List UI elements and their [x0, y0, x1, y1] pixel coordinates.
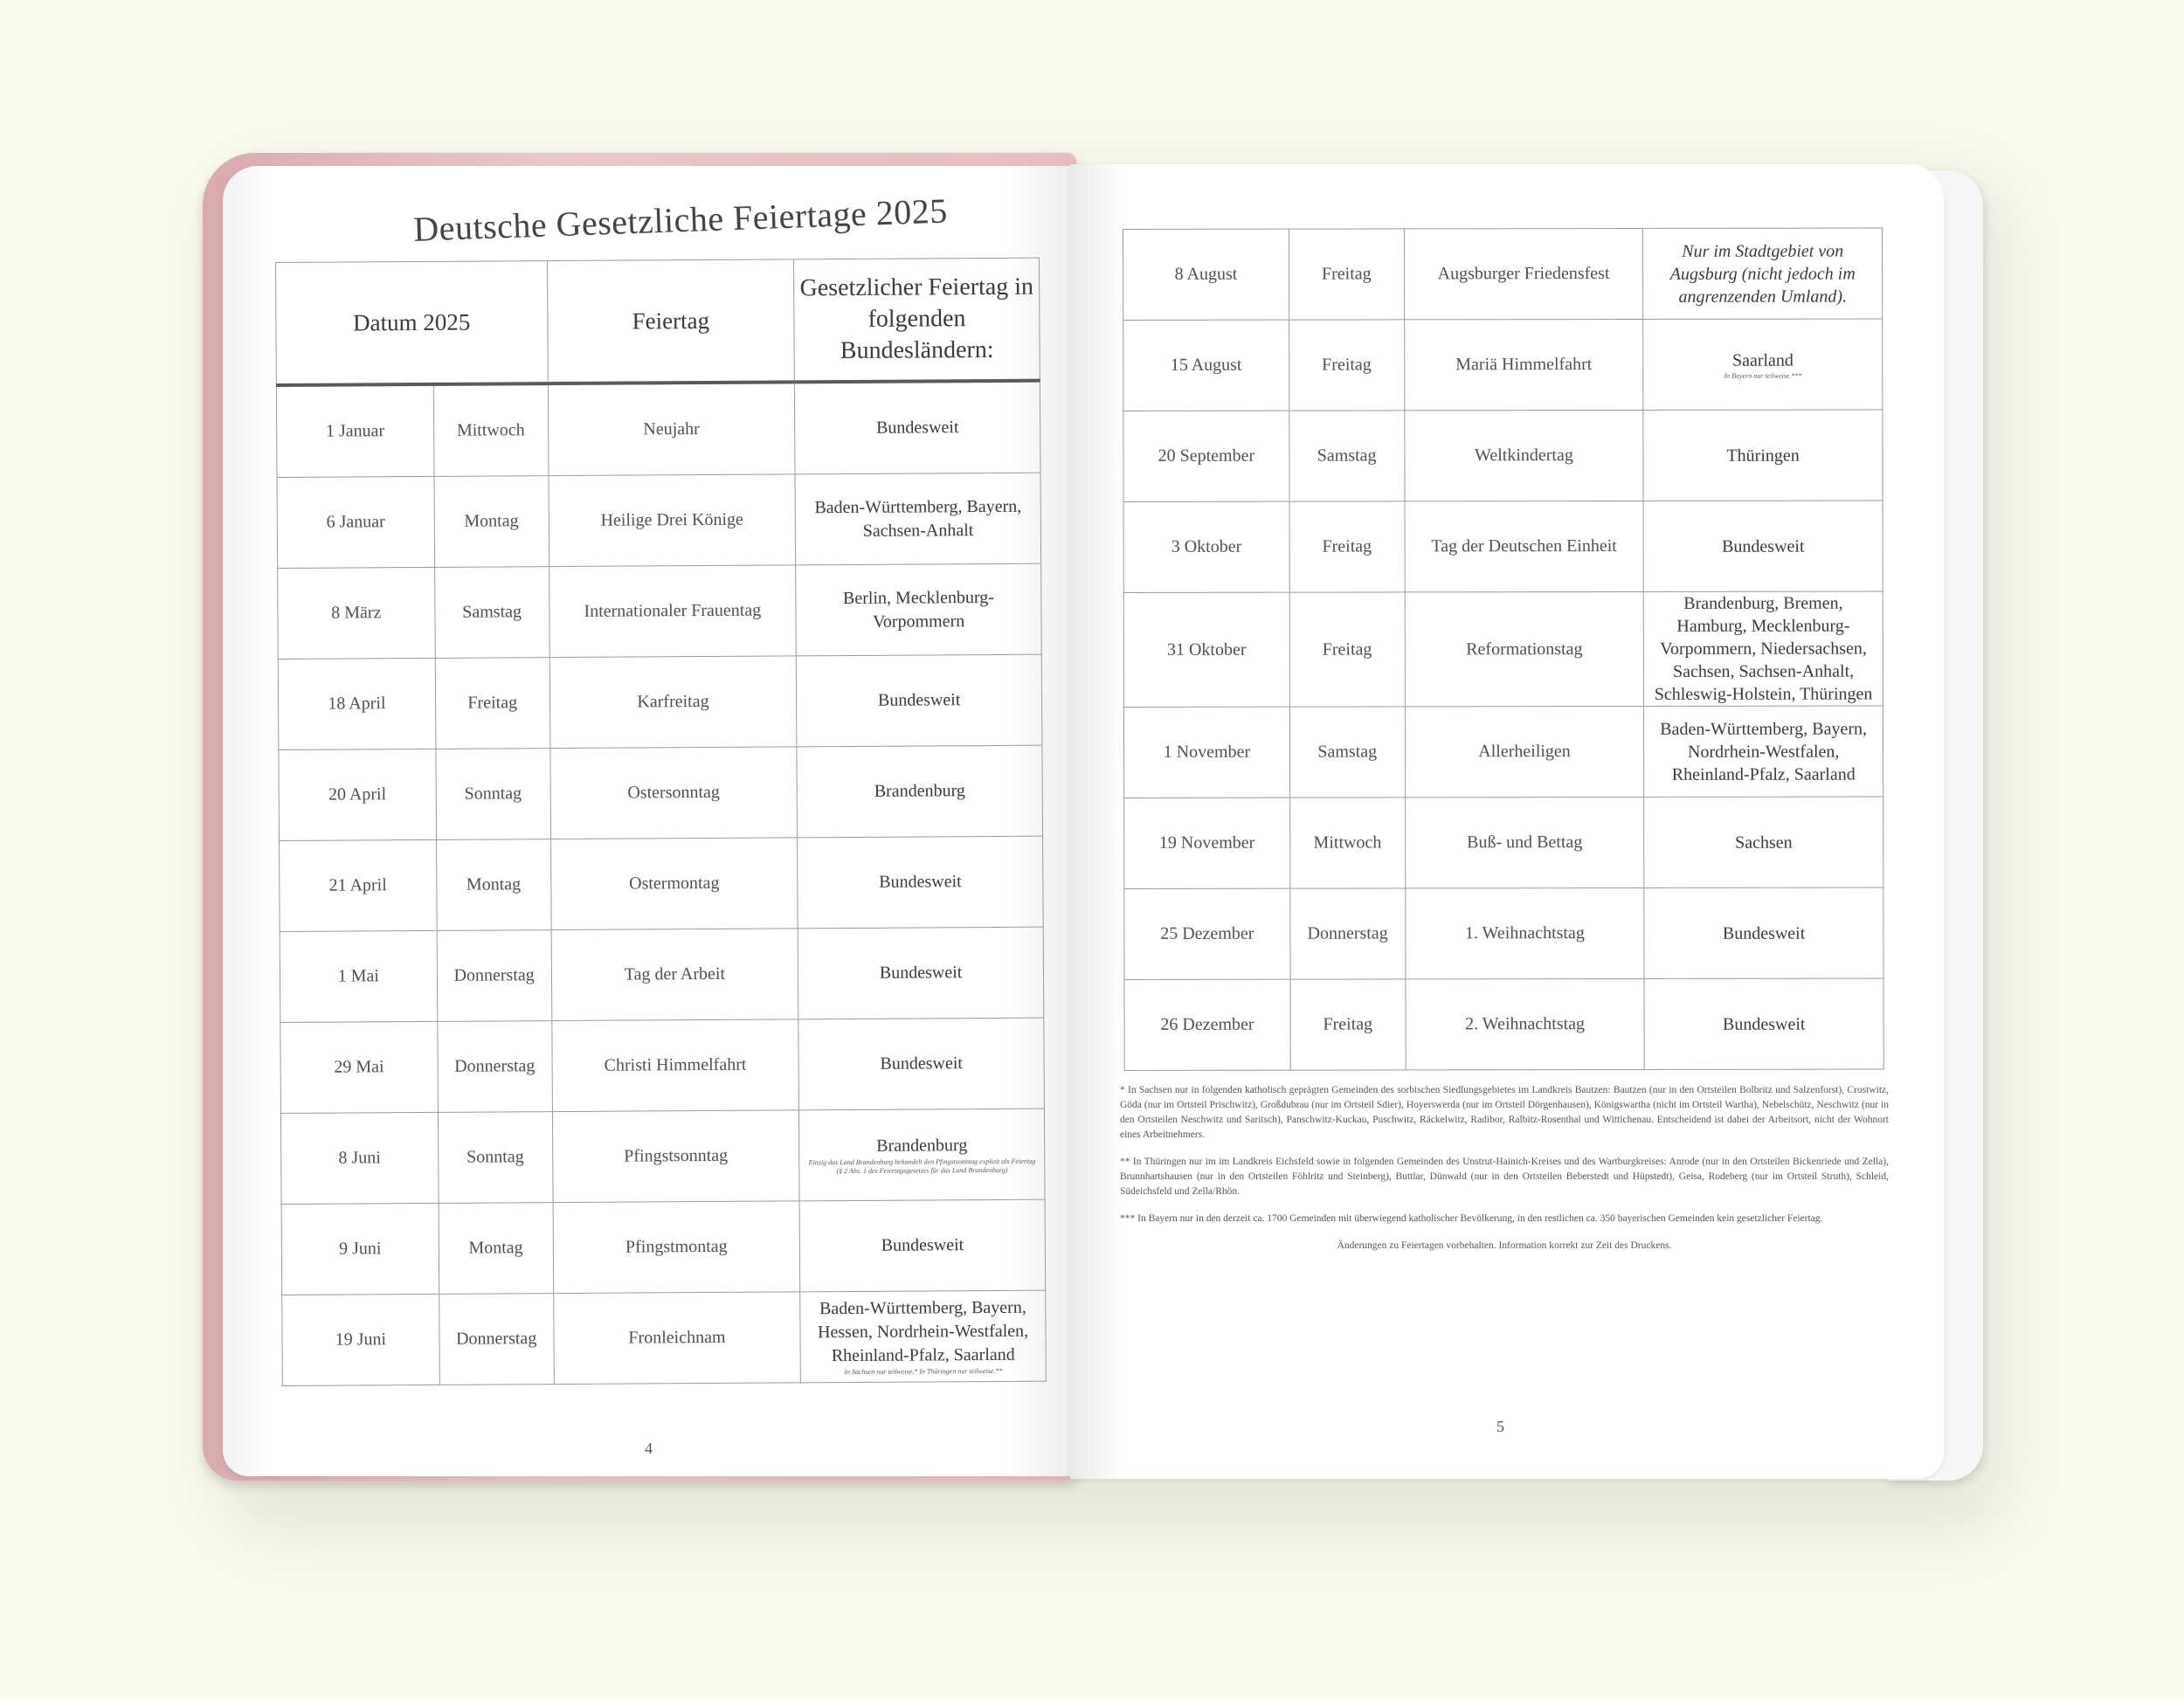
footnote-sachsen: * In Sachsen nur in folgenden katholisch geprägten Gemeinden des sorbischen Siedlungsgebietes im Landkreis Bautzen: Bautzen (nur in den Ortsteilen Bolbritz und Salzenforst), Crostwitz, Göda (nur im Ortsteil Prischwitz), Großdubrau (nur im Ortsteil Sdier), Hoyerswerda (nur im Ortsteil Dörgenhausen), Königswartha (nicht im Ortsteil Wartha), Nebelschütz, Neschwitz (nur in den Ortsteilen Neschwitz und Saritsch), Panschwitz-Kuckau, Puschwitz, Räckelwitz, Radibor, Ralbitz-Rosenthal und Wittichenau. Entscheidend ist dabei der Arbeitsort, nicht der Wohnort eines Arbeitnehmers. [1120, 1085, 1889, 1140]
footnote-thueringen: ** In Thüringen nur im im Landkreis Eichsfeld sowie in folgenden Gemeinden des Unstrut-Hainich-Kreises und des Wartburgkreises: Anrode (nur in den Ortsteilen Bickenriede und Zella), Brunnhartshausen (nur in den Ortsteilen Föhlritz und Steinberg), Buttlar, Dünwald (nur in den Ortsteilen Beberstedt und Hüpstedt), Geisa, Rodeberg (nur im Ortsteil Struth), Schleid, Südeichsfeld und Zella/Rhön. [1120, 1157, 1889, 1197]
table-row [282, 1290, 1047, 1385]
date-cell: 31 Oktober [1123, 592, 1289, 707]
footnotes [1120, 1083, 1889, 1266]
weekday-cell: Freitag [1289, 320, 1404, 411]
table-row [280, 927, 1044, 1022]
states-text: Bundesweit [879, 963, 963, 983]
weekday-cell: Donnerstag [1290, 888, 1406, 979]
header-states: Gesetzlicher Feiertag in folgenden Bundesländern: [794, 258, 1040, 382]
states-cell [798, 1018, 1044, 1110]
states-cell [800, 1290, 1046, 1383]
weekday-cell: Mittwoch [433, 383, 549, 476]
header-holiday: Feiertag [547, 259, 794, 383]
holiday-cell: Christi Himmelfahrt [551, 1019, 798, 1112]
states-cell [1644, 797, 1883, 887]
states-text: Nur im Stadtgebiet von Augsburg (nicht jedoch im angrenzenden Umland). [1669, 241, 1856, 307]
holiday-cell: Reformationstag [1405, 591, 1644, 706]
table-row [279, 745, 1043, 840]
date-cell: 8 August [1123, 229, 1289, 320]
states-footnote: In Bayern nur teilweise.*** [1724, 371, 1802, 380]
table-row [278, 654, 1042, 749]
weekday-cell: Sonntag [436, 749, 551, 840]
holiday-cell: Tag der Arbeit [551, 929, 798, 1021]
table-row [1124, 797, 1883, 889]
holiday-cell: Augsburger Friedensfest [1404, 228, 1643, 319]
footnote-bayern: *** In Bayern nur in den derzeit ca. 1700 Gemeinden mit überwiegend katholischer Bevölkerung, in den restlichen ca. 350 bayerischen Gemeinden kein gesetzlicher Feiertag. [1120, 1213, 1823, 1224]
date-cell: 19 November [1124, 798, 1290, 888]
states-footnote: Einzig das Land Brandenburg behandelt den Pfingstsonntag explizit als Feiertag (§ 2 Abs. 1 des Feiertagsgesetzes für das Land Brandenburg) [808, 1157, 1036, 1176]
holiday-cell: Neujahr [548, 382, 795, 475]
states-text: Thüringen [1726, 445, 1800, 466]
weekday-cell: Freitag [435, 658, 550, 749]
states-cell [1644, 706, 1883, 797]
date-cell: 3 Oktober [1123, 501, 1289, 592]
states-cell [799, 1108, 1045, 1201]
date-cell: 6 Januar [277, 476, 434, 568]
date-cell: 19 Juni [282, 1294, 439, 1385]
states-text: Bundesweit [1722, 536, 1805, 556]
table-row [280, 836, 1044, 931]
states-cell [796, 563, 1041, 656]
date-cell: 15 August [1123, 320, 1289, 411]
table-row [1123, 501, 1883, 593]
holiday-cell: Pfingstsonntag [552, 1110, 799, 1203]
states-text: Bundesweit [1722, 923, 1806, 943]
date-cell: 8 März [278, 567, 435, 659]
date-cell: 1 Mai [280, 930, 437, 1022]
weekday-cell: Samstag [1289, 411, 1405, 501]
holiday-table-left [275, 258, 1047, 1386]
table-row [1124, 978, 1883, 1071]
holiday-table-right [1123, 227, 1884, 1071]
date-cell: 26 Dezember [1124, 979, 1290, 1070]
page-title: Deutsche Gesetzliche Feiertage 2025 [412, 190, 949, 249]
date-cell: 18 April [278, 658, 435, 749]
states-text: Bundesweit [880, 1053, 963, 1074]
date-cell: 1 Januar [276, 384, 433, 478]
weekday-cell: Freitag [1290, 979, 1406, 1070]
table-row [278, 563, 1042, 659]
holiday-cell: Weltkindertag [1405, 410, 1644, 501]
states-text: Brandenburg [874, 781, 965, 801]
holiday-cell: Allerheiligen [1405, 706, 1644, 797]
states-cell [798, 927, 1043, 1019]
table-row [1123, 706, 1883, 798]
states-cell [796, 654, 1041, 747]
page-number-right: 5 [1496, 1418, 1504, 1435]
holiday-cell: Mariä Himmelfahrt [1404, 319, 1643, 410]
states-text: Bundesweit [881, 1235, 964, 1255]
table-row [1123, 228, 1883, 321]
holiday-cell: Tag der Deutschen Einheit [1405, 501, 1644, 591]
states-text: Baden-Württemberg, Bayern, Sachsen-Anhalt [814, 496, 1022, 541]
date-cell: 9 Juni [281, 1203, 439, 1295]
holiday-cell: Heilige Drei Könige [549, 474, 796, 567]
states-cell [1643, 410, 1883, 501]
table-row [281, 1199, 1046, 1295]
states-text: Berlin, Mecklenburg-Vorpommern [842, 587, 994, 632]
weekday-cell: Freitag [1289, 501, 1405, 592]
page-number-left: 4 [645, 1440, 653, 1457]
states-text: Saarland [1731, 350, 1794, 370]
states-cell [1643, 501, 1883, 591]
table-row [280, 1018, 1045, 1113]
table-header-row [276, 258, 1040, 385]
holiday-cell: Ostermontag [550, 838, 798, 930]
table-row [1123, 319, 1883, 411]
holiday-cell: Karfreitag [549, 656, 797, 749]
states-text: Bundesweit [875, 418, 959, 438]
holiday-cell: 2. Weihnachtstag [1406, 978, 1645, 1069]
states-cell [797, 745, 1042, 838]
states-cell [1644, 591, 1883, 706]
states-footnote: In Sachsen nur teilweise.* In Thüringen nur teilweise.** [844, 1366, 1003, 1377]
holiday-cell: Ostersonntag [550, 747, 798, 839]
weekday-cell: Sonntag [438, 1112, 553, 1204]
weekday-cell: Freitag [1289, 229, 1404, 320]
states-text: Bundesweit [1723, 1014, 1806, 1034]
date-cell: 25 Dezember [1124, 888, 1290, 979]
weekday-cell: Montag [436, 839, 551, 931]
header-date: Datum 2025 [276, 261, 548, 385]
date-cell: 29 Mai [280, 1021, 438, 1113]
holiday-cell: Fronleichnam [553, 1292, 800, 1385]
states-text: Baden-Württemberg, Bayern, Hessen, Nordrhein-Westfalen, Rheinland-Pfalz, Saarland [817, 1297, 1029, 1366]
date-cell: 20 September [1123, 411, 1289, 501]
holiday-cell: Buß- und Bettag [1405, 797, 1644, 887]
table-row [1123, 591, 1883, 708]
holiday-cell: Pfingstmontag [553, 1201, 800, 1294]
date-cell: 8 Juni [280, 1112, 438, 1204]
states-text: Baden-Württemberg, Bayern, Nordrhein-Westfalen, Rheinland-Pfalz, Saarland [1660, 719, 1868, 784]
holiday-cell: Internationaler Frauentag [549, 565, 796, 658]
weekday-cell: Samstag [434, 567, 549, 659]
disclaimer: Änderungen zu Feiertagen vorbehalten. Information korrekt zur Zeit des Druckens. [1337, 1240, 1672, 1251]
weekday-cell: Donnerstag [438, 1021, 553, 1113]
holiday-cell: 1. Weihnachtstag [1405, 887, 1644, 978]
states-text: Brandenburg, Bremen, Hamburg, Mecklenburg-Vorpommern, Niedersachsen, Sachsen, Sachsen-Anhalt, Schleswig-Holstein, Thüringen [1654, 593, 1873, 704]
weekday-cell: Montag [439, 1203, 554, 1295]
date-cell: 20 April [279, 749, 436, 840]
weekday-cell: Montag [434, 476, 549, 568]
table-row [277, 473, 1041, 568]
table-row [1124, 887, 1883, 980]
states-cell [799, 1199, 1045, 1292]
date-cell: 21 April [280, 839, 437, 931]
weekday-cell: Mittwoch [1289, 798, 1405, 888]
table-row [1123, 410, 1883, 502]
states-cell [795, 473, 1040, 565]
states-text: Bundesweit [877, 690, 961, 710]
states-text: Bundesweit [879, 872, 962, 892]
states-cell [1644, 887, 1883, 978]
table-row [276, 381, 1040, 478]
states-cell [1644, 978, 1883, 1069]
states-cell [1643, 228, 1883, 319]
table-row [280, 1108, 1045, 1204]
date-cell: 1 November [1123, 707, 1289, 798]
weekday-cell: Samstag [1289, 707, 1405, 798]
states-cell [798, 836, 1043, 929]
states-text: Sachsen [1735, 832, 1793, 853]
weekday-cell: Donnerstag [439, 1294, 554, 1385]
weekday-cell: Donnerstag [437, 930, 552, 1022]
states-cell [1643, 319, 1883, 410]
states-cell [795, 381, 1040, 474]
weekday-cell: Freitag [1289, 592, 1405, 707]
states-text: Brandenburg [876, 1136, 968, 1156]
